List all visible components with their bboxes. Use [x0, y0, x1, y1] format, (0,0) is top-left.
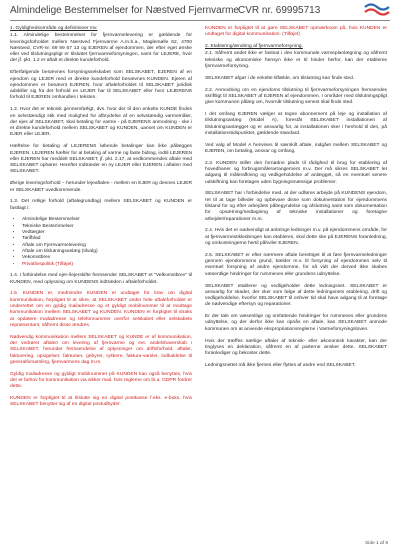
section-heading: 2. Etablering/ændring af fjernvarmeforsyning.	[205, 44, 303, 50]
amended-paragraph: KUNDEN er forpligtet til at gøre SELSKABET opmærksom på, hvis KUNDEN er undtaget for digital kommunikation. (Tilføjet)	[205, 26, 387, 38]
amended-paragraph: Nødvendig kommunikation mellem SELSKABET og KUNDE er af kommunikation, der vedrører aftalen om levering af fjernvarme og evt. andelshaverskab i SELSKABET, herunder fremsendelse af oplysninger om driftsforhold, aftaler, fakturering, opsigelser, fakturaer, gebyrer, rykkere, faktura-varsler, indkaldelse til generalforsamling, fjernvarmens dag m.m.	[10, 334, 192, 365]
paragraph: 2.5. SELSKABET er efter nærmere aftale berettiget til at føre fjernvarmeledninger gennem ejendommens grund, kælder m.v. til forsyning af ejendommen selv til eventuel forsyning af andre ejendomme, for så vidt der derved ikke skabes væsentlige hindringer for rummenes eller grundens udnyttelse.	[205, 252, 387, 277]
list-item: • Aftale om tilslutningsanlæg (tilvalg)	[22, 249, 192, 255]
document-title: Almindelige Bestemmelser for Næstved Fjernvarme	[10, 5, 239, 16]
paragraph: SELSKABET afgør i de enkelte tilfælde, om tilslutning kan finde sted.	[205, 75, 355, 81]
list-item: • Aftale om Fjernvarmelevering	[22, 243, 192, 249]
list-item: • Privatlivspolitik (Tilføjet)	[22, 262, 192, 268]
paragraph: SELSKABET etablerer og vedligeholder dette ledningsnet. SELSKABET er ansvarlig for skader, der sker som følge af dette ledningsnets etablering, drift og vedligeholdelse, hvorfor SELSKABET til enhver tid skal have adgang til at foretage de nødvendige eftersyn og reparationer.	[205, 283, 387, 308]
amended-paragraph: KUNDEN er forpligtet til at tilslutte sig en digital postkasse f.eks. e-boks, hvis SELSKABET benytter sig af en digital postudbyder.	[10, 396, 192, 408]
right-text-column	[205, 26, 387, 375]
paragraph: 2.1. Såfremt andet ikke er fastsat i den kommunale varmeplanlægning og såfremt tekniske og økonomiske hensyn ikke er til hinder herfor, kan der etableres fjernvarmeforsyning.	[205, 51, 387, 69]
paragraph: Hvis der træffes særlige aftaler af teknisk- eller økonomisk karakter, kan der tinglyses en deklaration, såfremt en af parterne ønsker dette. SELSKABET foranlediger og bekoster dette.	[205, 338, 387, 357]
paragraph: 1.1. Almindelige bestemmelser for fjernvarmelevering er gældende for leveringsforholdet mellem Næstved Fjernvarme A.m.b.a., Maglemølle 62, 4700 Næstved, CVR-nr. 69 99 57 13 og EJEREN af ejendommen, der efter eget ønske eller ved tilslutningspligt er tilsluttet fjernvarmeforsyningen, samt for LEJERE, hvor der jf. pkt. 1.2 er aftalt et direkte kundeforhold.	[10, 33, 192, 64]
header-divider	[10, 20, 390, 21]
paragraph: Er der tale om væsentlige og omfattende hindringer for rummenes eller grundens udnyttelse, og der derfor ikke kan opnås en aftale, kan SELSKABET anmode kommunen om at anvende ekspropriationsreglerne i Varmeforsyningsloven.	[205, 314, 387, 332]
paragraph: 2.3. KUNDEN stiller den fornødne plads til rådighed til brug for etablering af hovedhaner og forbrugsmålerarrangement m.v. Der må sikres SELSKABET let adgang til målerafkning og vedligeholdelse af anlægget, så en eventuel senere udskiftning kan foretages uden bygningsmæssige problemer.	[205, 160, 387, 185]
paragraph: Øvrige leveringsforhold – herunder lejeaftalen - mellem en EJER og dennes LEJER er SELSKABET uvedkommende.	[10, 181, 192, 193]
paragraph: SELSKABET har i forbindelse med, at der udføres arbejde på KUNDENS ejendom, ret til at tage billeder og opbevare disse som dokumentation for ejendommens tilstand for og efter arbejdets påbegyndelse og afslutning samt som dokumentation for opsætning/nedtagning af tekniske installationer og foretagne arbejder/reparationer m.m.	[205, 191, 387, 222]
list-item: • Almindelige Bestemmelser	[22, 217, 192, 223]
company-logo-icon	[364, 3, 390, 17]
paragraph: 1.3. Det retlige forhold (aftalegrundlag) mellem SELSKABET og KUNDEN er fastlagt i:	[10, 199, 192, 211]
list-item: • Vedtægter	[22, 230, 192, 236]
list-item: • Tekniske Bestemmelser	[22, 224, 192, 230]
paragraph: 2.4. Hvis det er nødvendigt at anbringe ledninger m.v. på ejendommens område, for at fjernvarmestikledningen kan etableres, skal dette ske på EJERENS foranledning, og omkostningerne hertil påhviler EJEREN.	[205, 228, 387, 247]
paragraph: 1.2. Hvor det er teknisk gennemførligt, dvs. hvor der til den enkelte KUNDE findes en selvstændigt stik med mulighed for afbrydelse af en selvstændig varmemåler, der ejes af SELSKABET, skal betaling for varme - på EJERENS anmodning - ske i et direkte kundeforhold mellem SELSKABET og KUNDEN, uanset om KUNDEN er EJER eller LEJER.	[10, 107, 192, 138]
paragraph: I det omfang EJEREN vælger at tegne abonnement på leje og installation af tilslutningsanlæg (Model A), forestår SELSKABET installationen af tilslutningsanlægget og er ansvarlig for, at installationen sker i henhold til den, på installationstidspunktet, gældende standard.	[205, 111, 387, 136]
paragraph: 2.2. Anmodning om en ejendoms tilslutning til fjernvarmeforsyningen fremsendes skriftligt til SELSKABET af EJEREN af ejendommen. I områder med tilslutningspligt give kommunen pålæg om, hvornår tilslutning senest skal finde sted.	[205, 87, 387, 106]
cvr-number: CVR nr. 69995713	[238, 5, 321, 16]
page-header	[10, 4, 390, 18]
paragraph: Efterfølgende benævnes forsyningsselskabet som SELSKABET, EJEREN af en ejendom og LEJER med et direkte kundeforhold benævnes KUNDEN. Ejeren af ejendommen er benævnt EJEREN, hvor aftaleforholdet til SELSKABET juridisk adskiller sig fra det forhold en LEJER har til SELSKABET eller hvor LEJERENS forhold til EJEREN omhandles i teksten.	[10, 70, 192, 101]
paragraph: Ledningsnettet må ikke fjernes eller flyttes af andre end SELSKABET.	[205, 362, 356, 368]
amended-paragraph: 1.5. KUNDEN er, medmindre KUNDEN er undtaget for krav om digital kommunikation, forpligtet til at sikre, at SELSKABET under hele aftaleforholdet er underrettet om en gyldig mailadresse og et gyldigt mobilnummer til at modtage kommunikation mellem SELSKABET og KUNDEN. KUNDEN er forpligtet til straks at opdatere mailadresse og telefonnummer overfor selskabet eller selskabets repræsentant, såfremt disse ændres.	[10, 291, 192, 328]
paragraph: Hæftelse for betaling af LEJERENS løbende betalinger kan ikke pålægges EJEREN. LEJEREN hæfter for al betaling af varme og faste bidrag, indtil LEJEREN eller EJEREN har meddelt SELSKABET, jf. pkt. 2.17, at vedkommendes aftale med SELSKABET ophører. Herefter indtræder en ny LEJER eller EJEREN i aftalen med SELSKABET.	[10, 144, 192, 175]
section-heading: 1. Gyldighedsområde og definitioner mv.	[10, 26, 98, 31]
page-number: Side 1 af 8	[365, 541, 388, 546]
agreement-documents-list	[10, 217, 192, 267]
list-item: • Vekomstbrev	[22, 255, 192, 261]
list-item: • Tarifblad	[22, 236, 192, 242]
paragraph: 1.4. I forbindelse med ejer-/lejerskifte fremsender SELSKABET et "Velkomstbrev" til KUNDEN, med oplysning om KUNDENS indtræden i aftaleforholdet.	[10, 273, 192, 285]
left-text-column	[10, 26, 192, 414]
amended-paragraph: Gyldig mailadresse og gyldigt mobilnummer på KUNDEN kan også benyttes, hvis der er behov for kommunikation via sikker mail, hvis reglerne om bl.a. GDPR fordrer dette.	[10, 371, 192, 390]
paragraph: Ved valg af Model A henvises til særskilt aftale, indgået mellem SELSKABET og EJEREN, om betaling, ansvar og omfang.	[205, 142, 387, 154]
